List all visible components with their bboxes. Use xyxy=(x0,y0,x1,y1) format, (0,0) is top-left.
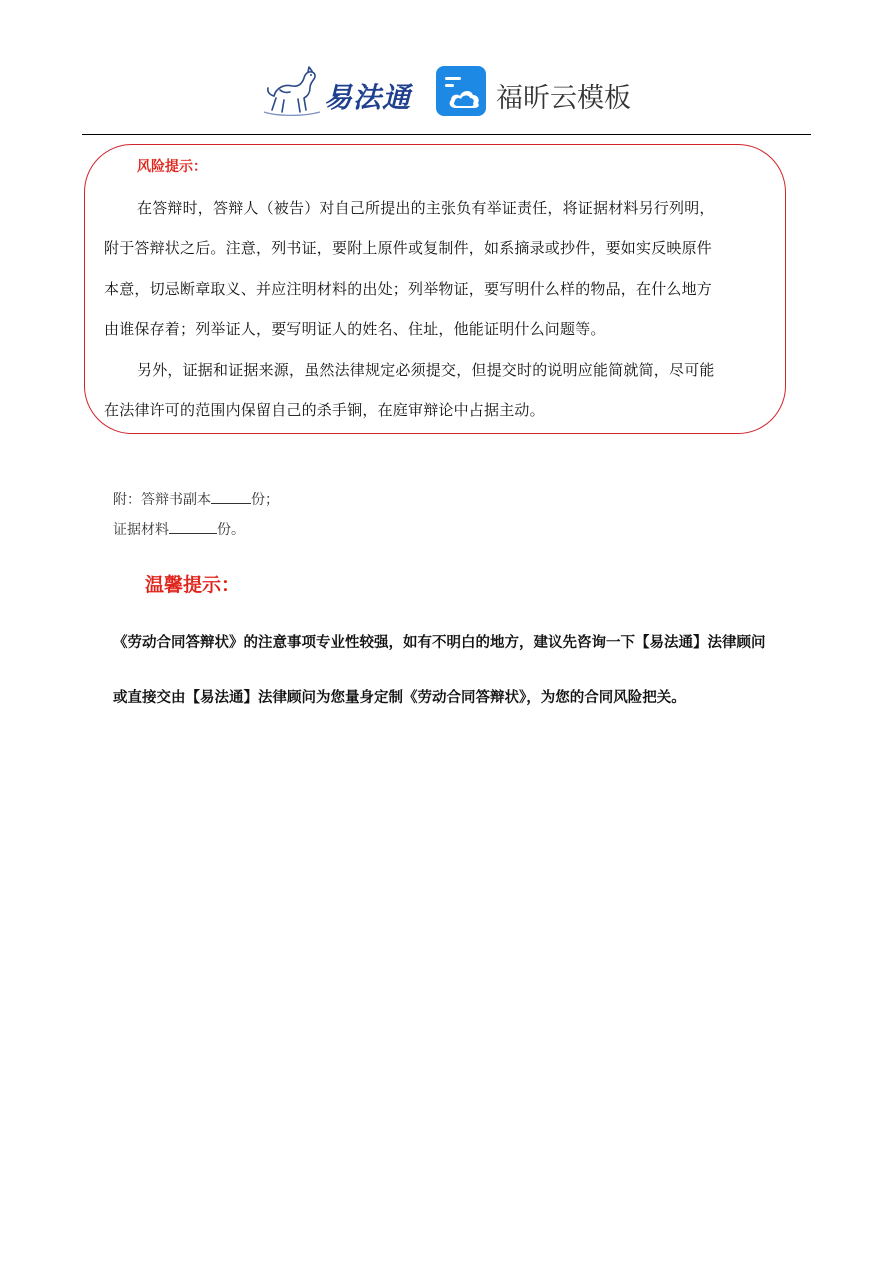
warm-tip-line: 《劳动合同答辩状》的注意事项专业性较强，如有不明白的地方，建议先咨询一下【易法通】法律顾问 xyxy=(113,634,766,651)
attachment-copies-line xyxy=(113,489,279,509)
horse-mascot-icon xyxy=(262,62,322,118)
fill-blank xyxy=(211,491,251,504)
risk-tip-line: 本意，切忌断章取义、并应注明材料的出处；列举物证，要写明什么样的物品，在什么地方 xyxy=(104,280,713,298)
attachment-evidence-unit: 份。 xyxy=(217,522,245,538)
fuxin-brand-text: 福昕云模板 xyxy=(496,83,631,114)
risk-tip-line: 在法律许可的范围内保留自己的杀手锏，在庭审辩论中占据主动。 xyxy=(104,401,545,419)
page-header xyxy=(0,56,893,126)
attachment-evidence-line xyxy=(113,519,245,539)
yifatong-brand-text: 易法通 xyxy=(324,81,412,114)
risk-tip-line: 在答辩时，答辩人（被告）对自己所提出的主张负有举证责任，将证据材料另行列明， xyxy=(137,199,715,217)
cloud-document-icon xyxy=(436,66,486,116)
risk-tip-line: 附于答辩状之后。注意，列书证，要附上原件或复制件，如系摘录或抄件，要如实反映原件 xyxy=(104,239,713,257)
attachment-evidence-label: 证据材料 xyxy=(113,522,169,538)
warm-tip-line: 或直接交由【易法通】法律顾问为您量身定制《劳动合同答辩状》，为您的合同风险把关。 xyxy=(113,689,686,706)
attachment-copies-label: 附：答辩书副本 xyxy=(113,492,211,508)
attachment-copies-unit: 份； xyxy=(251,492,279,508)
fuxin-logo xyxy=(436,64,636,118)
risk-tip-line: 另外，证据和证据来源，虽然法律规定必须提交，但提交时的说明应能简就简，尽可能 xyxy=(137,361,715,379)
header-divider xyxy=(82,134,811,135)
risk-tip-line: 由谁保存着；列举证人，要写明证人的姓名、住址，他能证明什么问题等。 xyxy=(104,320,606,338)
yifatong-logo xyxy=(262,62,412,118)
fill-blank xyxy=(169,521,217,534)
risk-tip-title: 风险提示： xyxy=(137,159,207,175)
warm-tip-title: 温馨提示： xyxy=(145,574,241,596)
